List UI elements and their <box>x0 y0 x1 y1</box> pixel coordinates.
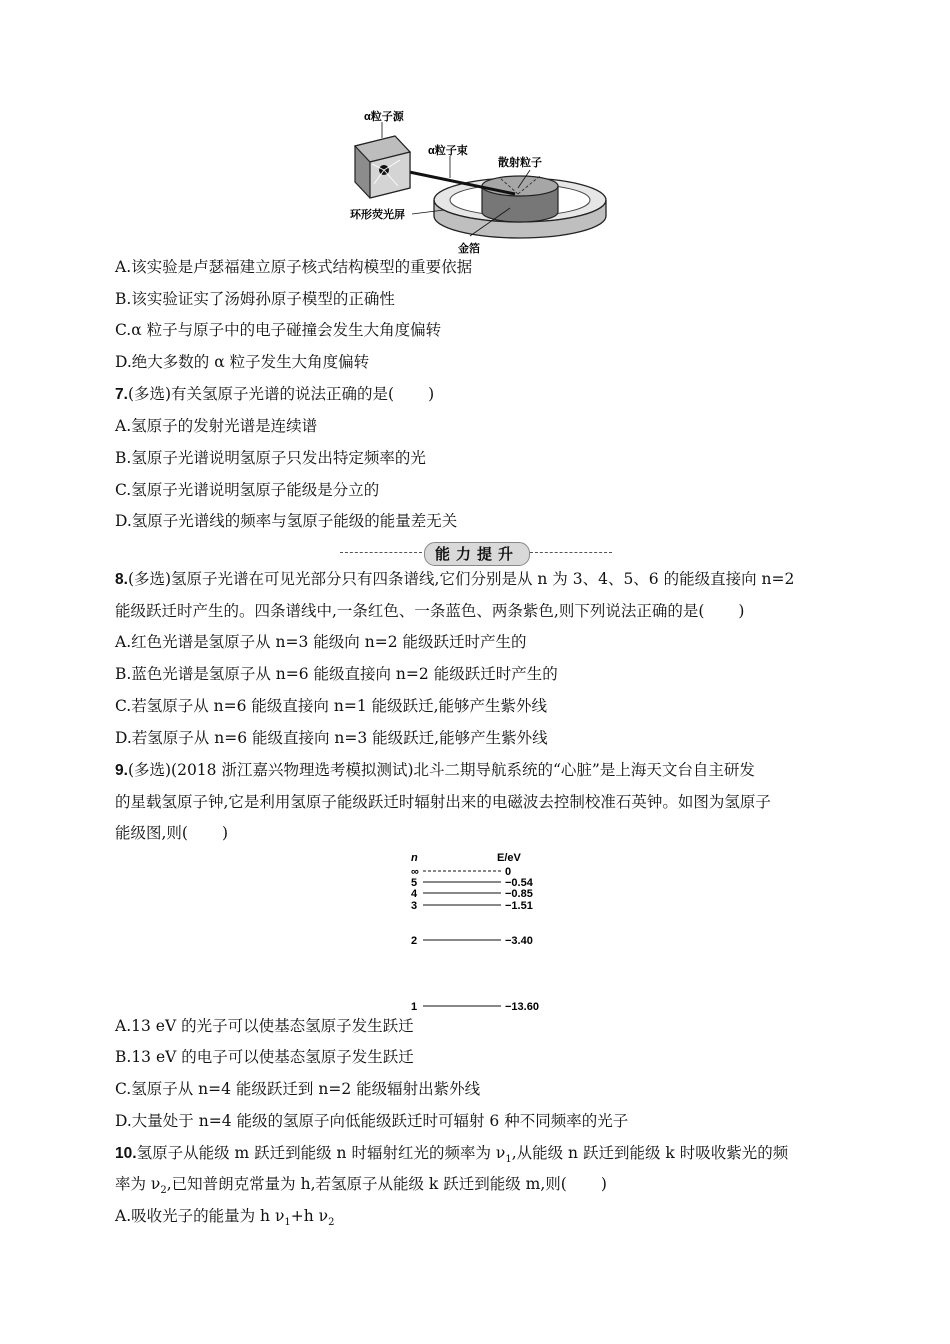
q8-option-d: D.若氢原子从 n=6 能级直接向 n=3 能级跃迁,能够产生紫外线 <box>115 729 548 747</box>
q8-number: 8. <box>115 571 128 588</box>
q7-option-a: A.氢原子的发射光谱是连续谱 <box>115 417 318 435</box>
q8-option-b: B.蓝色光谱是氢原子从 n=6 能级直接向 n=2 能级跃迁时产生的 <box>115 665 558 683</box>
banner-rule-left <box>340 552 422 553</box>
q8-stem-line2: 能级跃迁时产生的。四条谱线中,一条红色、一条蓝色、两条紫色,则下列说法正确的是( ) <box>115 602 745 620</box>
q6-option-d: D.绝大多数的 α 粒子发生大角度偏转 <box>115 353 370 371</box>
q7-stem: 7.(多选)有关氢原子光谱的说法正确的是( ) <box>115 385 435 403</box>
q10-number: 10. <box>115 1145 137 1162</box>
level-energy-label: 0 <box>505 866 512 878</box>
label-scattered-particles: 散射粒子 <box>498 157 542 169</box>
level-energy-label: −0.54 <box>505 877 533 889</box>
q7-number: 7. <box>115 386 128 403</box>
level-n-label: 4 <box>411 888 418 900</box>
diagram-e-header: E/eV <box>497 852 521 864</box>
q9-number: 9. <box>115 762 128 779</box>
q9-option-c: C.氢原子从 n=4 能级跃迁到 n=2 能级辐射出紫外线 <box>115 1080 481 1098</box>
diagram-n-header: n <box>411 852 418 864</box>
q7-option-b: B.氢原子光谱说明氢原子只发出特定频率的光 <box>115 449 426 467</box>
level-n-label: 5 <box>411 877 418 889</box>
q9-option-d: D.大量处于 n=4 能级的氢原子向低能级跃迁时可辐射 6 种不同频率的光子 <box>115 1112 629 1130</box>
q9-option-a: A.13 eV 的光子可以使基态氢原子发生跃迁 <box>115 1017 414 1035</box>
level-n-label: 2 <box>411 935 418 947</box>
level-energy-label: −3.40 <box>505 935 533 947</box>
q9-stem-line2: 的星载氢原子钟,它是利用氢原子能级跃迁时辐射出来的电磁波去控制校准石英钟。如图为氢原子 <box>115 793 771 811</box>
q7-option-d: D.氢原子光谱线的频率与氢原子能级的能量差无关 <box>115 512 458 530</box>
level-energy-label: −13.60 <box>505 1001 539 1013</box>
q8-stem-line1: 8.(多选)氢原子光谱在可见光部分只有四条谱线,它们分别是从 n 为 3、4、5、6 的能级直接向 n=2 <box>115 570 795 588</box>
q9-stem-line3: 能级图,则( ) <box>115 824 229 842</box>
rutherford-apparatus-figure <box>350 108 610 258</box>
q6-option-a: A.该实验是卢瑟福建立原子核式结构模型的重要依据 <box>115 258 473 276</box>
label-alpha-source: α粒子源 <box>364 111 404 123</box>
label-alpha-beam: α粒子束 <box>428 145 468 157</box>
q10-stem-line1: 10.氢原子从能级 m 跃迁到能级 n 时辐射红光的频率为 $\nu_1$,从能级 n 跃迁到能级 k 时吸收紫光的频 <box>115 1144 789 1166</box>
level-n-label: ∞ <box>411 866 419 878</box>
q9-stem-line1: 9.(多选)(2018 浙江嘉兴物理选考模拟测试)北斗二期导航系统的“心脏”是上海天文台自主研发 <box>115 761 755 779</box>
q8-option-c: C.若氢原子从 n=6 能级直接向 n=1 能级跃迁,能够产生紫外线 <box>115 697 548 715</box>
level-n-label: 1 <box>411 1001 418 1013</box>
q6-option-c: C.α 粒子与原子中的电子碰撞会发生大角度偏转 <box>115 321 442 339</box>
label-ring-screen: 环形荧光屏 <box>350 209 405 221</box>
section-banner <box>340 542 612 564</box>
q10-option-a: A.吸收光子的能量为 h $\nu_1+h$ $\nu_2$ <box>115 1207 335 1229</box>
section-title: 能力提升 <box>424 542 530 566</box>
q7-option-c: C.氢原子光谱说明氢原子能级是分立的 <box>115 481 380 499</box>
q8-option-a: A.红色光谱是氢原子从 n=3 能级向 n=2 能级跃迁时产生的 <box>115 633 527 651</box>
level-energy-label: −0.85 <box>505 888 533 900</box>
label-gold-foil: 金箔 <box>458 243 480 255</box>
level-energy-label: −1.51 <box>505 900 533 912</box>
energy-level-diagram <box>405 848 565 1018</box>
q9-option-b: B.13 eV 的电子可以使基态氢原子发生跃迁 <box>115 1048 414 1066</box>
q6-option-b: B.该实验证实了汤姆孙原子模型的正确性 <box>115 290 395 308</box>
banner-rule-right <box>530 552 612 553</box>
level-n-label: 3 <box>411 900 418 912</box>
q10-stem-line2: 率为 $\nu_2$,已知普朗克常量为 h,若氢原子从能级 k 跃迁到能级 m,则( ) <box>115 1175 607 1197</box>
